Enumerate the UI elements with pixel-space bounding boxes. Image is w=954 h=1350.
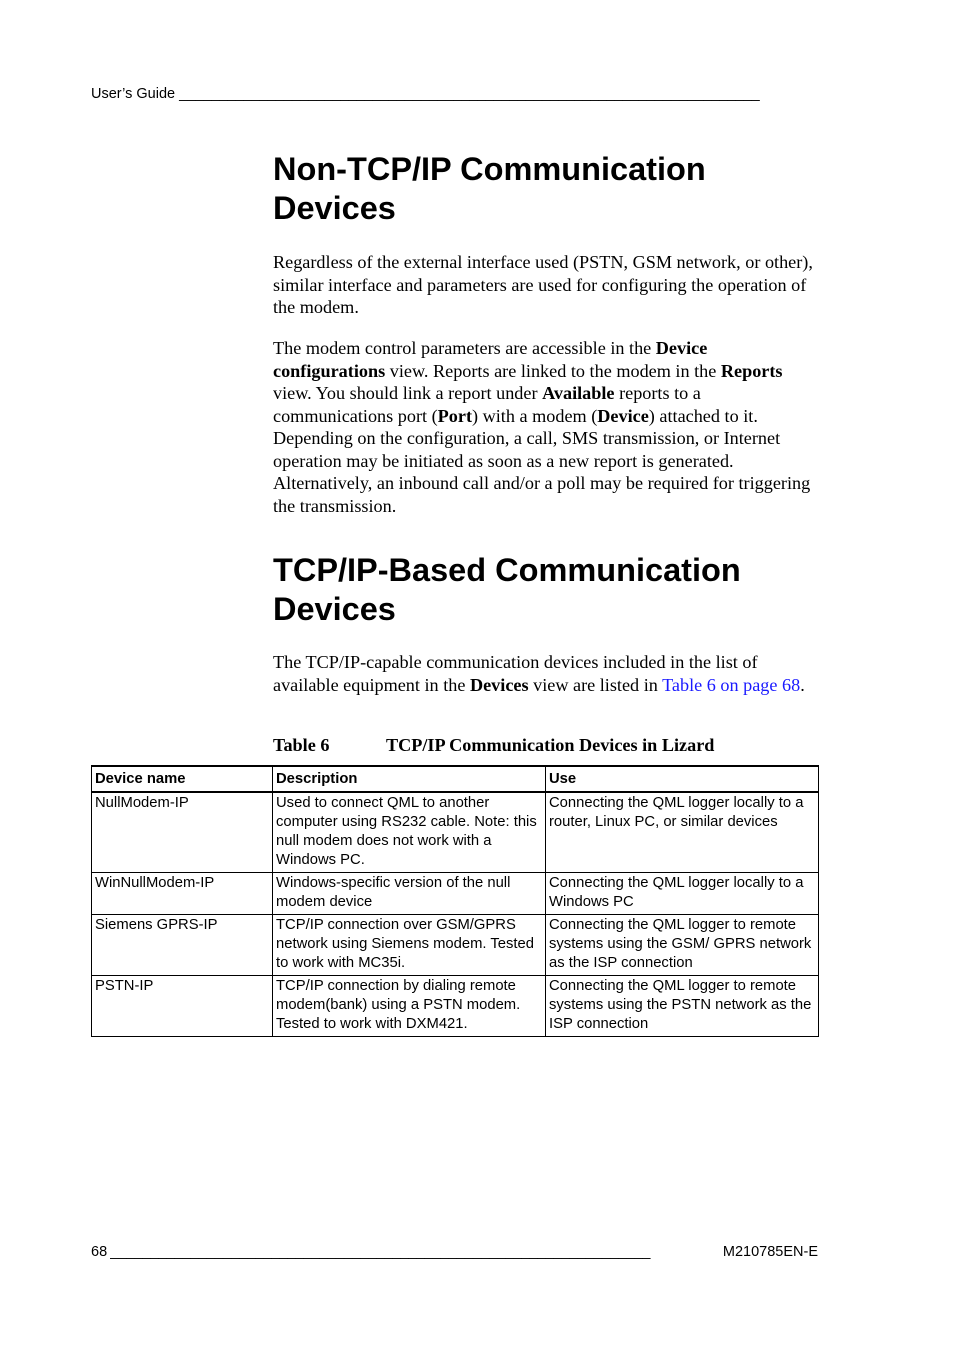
text-run: The modem control parameters are accessible in the	[273, 338, 656, 358]
description-cell: Windows-specific version of the null modem device	[273, 873, 546, 915]
bold-term: Devices	[469, 674, 529, 695]
section-heading-tcpip	[273, 551, 833, 629]
running-footer	[91, 1244, 818, 1260]
devices-table	[91, 765, 819, 1037]
column-header-use: Use	[546, 766, 819, 792]
bold-term: Reports	[720, 360, 783, 381]
device-name-cell: PSTN-IP	[92, 976, 273, 1037]
tcpip-paragraph	[273, 651, 818, 696]
use-cell: Connecting the QML logger to remote systems using the GSM/ GPRS network as the ISP connection	[546, 915, 819, 976]
heading-line: Non-TCP/IP Communication	[273, 151, 706, 187]
page-number: 68	[91, 1244, 108, 1260]
running-header	[91, 86, 811, 102]
device-name-cell: WinNullModem-IP	[92, 873, 273, 915]
text-run: view. Reports are linked to the modem in the	[385, 360, 721, 381]
heading-line: TCP/IP-Based Communication	[273, 552, 741, 588]
table-row	[92, 873, 819, 915]
use-cell: Connecting the QML logger to remote systems using the PSTN network as the ISP connection	[546, 976, 819, 1037]
bold-term: Available	[542, 383, 615, 403]
description-cell: Used to connect QML to another computer using RS232 cable. Note: this null modem does not work with a Windows PC.	[273, 792, 546, 873]
heading-line: Devices	[273, 591, 396, 627]
heading-line: Devices	[273, 190, 396, 226]
bold-term: Device configurations	[273, 338, 708, 381]
table-caption-number: Table 6	[273, 735, 330, 755]
table-row	[92, 792, 819, 873]
footer-rule: ___________________________________________________________________	[110, 1244, 651, 1260]
text-run: view are listed in	[528, 674, 663, 695]
header-title: User’s Guide	[91, 86, 176, 102]
bold-term: Port	[437, 405, 473, 426]
use-cell: Connecting the QML logger locally to a router, Linux PC, or similar devices	[546, 792, 819, 873]
text-run: reports to a communications port (	[273, 383, 701, 426]
text-run: .	[800, 674, 805, 695]
description-cell: TCP/IP connection over GSM/GPRS network using Siemens modem. Tested to work with MC35i.	[273, 915, 546, 976]
modem-paragraph	[273, 337, 818, 517]
document-code: M210785EN-E	[722, 1244, 818, 1260]
table-row	[92, 915, 819, 976]
column-header-device-name: Device name	[92, 766, 273, 792]
device-name-cell: Siemens GPRS-IP	[92, 915, 273, 976]
use-cell: Connecting the QML logger locally to a Windows PC	[546, 873, 819, 915]
table-caption-title: TCP/IP Communication Devices in Lizard	[386, 735, 715, 755]
column-header-description: Description	[273, 766, 546, 792]
text-run: view. You should link a report under	[273, 383, 543, 403]
text-run: The TCP/IP-capable communication devices included in the list of available equipment in the	[273, 652, 758, 695]
table-caption	[273, 735, 714, 756]
bold-term: Device	[597, 405, 649, 426]
description-cell: TCP/IP connection by dialing remote modem(bank) using a PSTN modem. Tested to work with DXM421.	[273, 976, 546, 1037]
table-row	[92, 976, 819, 1037]
section-heading-non-tcpip	[273, 150, 833, 228]
table-header-row	[92, 766, 819, 792]
intro-paragraph: Regardless of the external interface used (PSTN, GSM network, or other), similar interface and parameters are used for configuring the operation of the modem.	[273, 252, 813, 317]
device-name-cell: NullModem-IP	[92, 792, 273, 873]
text-run: ) with a modem (	[472, 405, 598, 426]
header-rule: ________________________________________________________________________	[179, 86, 760, 102]
text-run: ) attached to it. Depending on the configuration, a call, SMS transmission, or Internet operation may be initiated as soon as a new report is generated. Alternatively, an inbound call and/or a poll may be required for triggering the transmission.	[273, 405, 811, 516]
table-cross-reference-link[interactable]: Table 6 on page 68	[662, 674, 801, 695]
